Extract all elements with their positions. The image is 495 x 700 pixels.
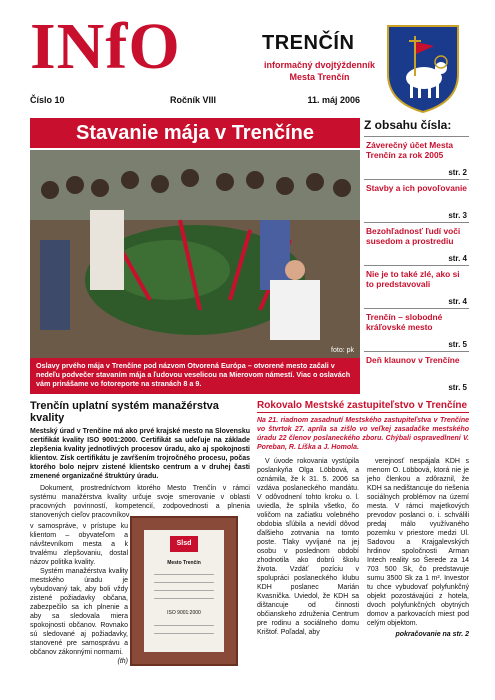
iso-certificate-photo [130,516,238,666]
quality-article-title: Trenčín uplatní systém manažérstva kvality [30,400,219,424]
continued-link[interactable]: pokračovanie na str. 2 [395,631,469,638]
quality-article-para: v samospráve, v prístupe ku klientom – obyvateľom a návštevníkom mesta a k trvalému zlepšovaniu, dostal názov politika kvality. [30,523,128,566]
subtitle-line2: Mesta Trenčín [289,72,350,82]
issue-volume: Ročník VIII [170,95,217,105]
photo-caption: Oslavy prvého mája v Trenčíne pod názvom Otvorená Európa – otvorené mesto začali v nedeľu podvečer stavaním mája a ľudovou veselicou na Mierovom námestí. Viac o oslavách vám prinášame vo fotoreporte na stranách 8 a 9. [30,358,360,394]
contents-item-title: Nie je to také zlé, ako si to predstavovali [366,269,460,289]
contents-item-title: Bezohľadnosť ľudí voči susedom a prostrediu [366,226,461,246]
quality-article-para: Systém manažérstva kvality mestského úradu je vybudovaný tak, aby boli vždy zistené požiadavky občana, zabezpečilo sa ich plnenie a aby sa sledovala miera spokojnosti občanov. Rovnako sú sledované aj požiadavky, stanovené pre samosprávu a občanov zákonnými normami. [30,568,128,656]
article-author: (th) [117,658,128,665]
town-name: TRENČÍN [262,32,355,54]
certificate-iso: ISO 9001:2000 [167,610,201,616]
council-article-col1: V úvode rokovania vystúpila poslankyňa Olga Löbbová, a oznámila, že k 31. 5. 2006 sa vzdáva poslaneckého mandátu. V odôvodnení tohto kroku o. l. uviedla, že splnila všetko, čo voličom na začiatku volebného obdobia sľúbila a nevidí dôvod ďalšieho zotrvania na tomto poste. Tlaky vyvíjané na jej osobu v poslednom období zhodnotila ako dobrú školu života. Vzdáť pozíciu v spolupráci poslaneckého klubu KDH poslanec Marián Kvasnička. Uviedol, že KDH sa dištancuje od činnosti občianskeho združenia Centrum pre rodinu a sociálneho domu Krištof. Poľadal, aby [257,458,359,636]
council-article-title: Rokovalo Mestské zastupiteľstvo v Trenčíne [257,400,468,411]
contents-item-page: str. 5 [448,340,467,349]
masthead [0,0,495,110]
contents-item-page: str. 5 [448,383,467,392]
contents-item-page: str. 3 [448,211,467,220]
issue-number: Číslo 10 [30,95,65,105]
quality-article-para: Dokument, prostredníctvom ktorého Mesto Trenčín v rámci systému manažérstva kvality určuje svoje smerovanie v oblasti pracovných povinností, kompetencií, zodpovednosti a plnenia stanovených cieľov pracovníkov [30,485,250,519]
contents-item[interactable] [364,222,469,265]
maypole-photo [30,150,360,358]
photo-illustration [30,150,360,358]
issue-date: 11. máj 2006 [307,95,360,105]
quality-article-lead: Mestský úrad v Trenčíne má ako prvé krajské mesto na Slovensku certifikát kvality ISO 9001:2000. Certifikát sa udeľuje na základe zlepšenia kvality jednotlivých procesov úradu, ako aj spokojnosti klientov. Získ certifikátu je zavŕšením trojročného procesu, počas ktorého bolo nejprv zistené klientsko centrum a v druhej časti zmenené organizačné štruktúry úradu. [30,428,250,480]
contents-item[interactable] [364,351,469,394]
headline-title: Stavanie mája v Trenčíne [30,118,360,148]
council-article-lead: Na 21. riadnom zasadnutí Mestského zastupiteľstva v Trenčíne vo štvrtok 27. apríla sa zišlo vo veľkej zasadačke mestského úradu 22 členov poslaneckého zboru. Chýbali ospravedlnení V. Poreban, R. Líška a J. Homola. [257,417,469,451]
photo-credit: foto: pk [331,347,354,354]
contents-item[interactable] [364,136,469,179]
coat-of-arms-icon [384,22,462,114]
council-article-col2: verejnosť nespájala KDH s menom O. Löbbová, ktorá nie je jeho členkou a zdôraznil, že KDH sa nedištancuje do riešenia sociálnych problémov na území mesta. V rámci majetkových prevodov poslanci o. i. schválili predaj málo využívaného pozemku v priestore medzi Ul. Sadovou a Krajgalevských hrdinov spoločnosti Arman Intech reality so Šerede za 14 703 500 Sk, čo predstavuje sumu 3500 Sk za 1 m². Investor tu chce vybudovať polyfunkčný objekt pozostávajúci z hotela, dvoch polyfunkčných obytných domov a parkovacích miest pod celým objektom. pokračovanie na str. 2 [367,458,469,638]
contents-item-page: str. 4 [448,297,467,306]
certificate-logo: Slsd [170,536,198,552]
contents-item[interactable] [364,308,469,351]
certificate-sheet [144,530,224,652]
contents-item-title: Záverečný účet Mesta Trenčín za rok 2005 [366,140,454,160]
quality-article [30,400,250,695]
contents-item-title: Deň klaunov v Trenčíne [366,355,460,365]
contents-item-page: str. 2 [448,168,467,177]
council-article [257,400,469,695]
council-article-columns [257,457,469,639]
contents-item-title: Stavby a ich povoľovanie [366,183,467,193]
contents-item[interactable] [364,179,469,222]
contents-sidebar [364,118,469,394]
contents-item[interactable] [364,265,469,308]
info-logo: INfO [30,10,181,83]
issue-bar [30,95,360,107]
contents-item-title: Trenčín – slobodné kráľovské mesto [366,312,443,332]
quality-article-narrow [30,522,128,666]
certificate-city: Mesto Trenčín [167,560,201,566]
subtitle-line1: informačný dvojtýždenník [263,60,376,70]
contents-item-page: str. 4 [448,254,467,263]
contents-title: Z obsahu čísla: [364,118,452,132]
